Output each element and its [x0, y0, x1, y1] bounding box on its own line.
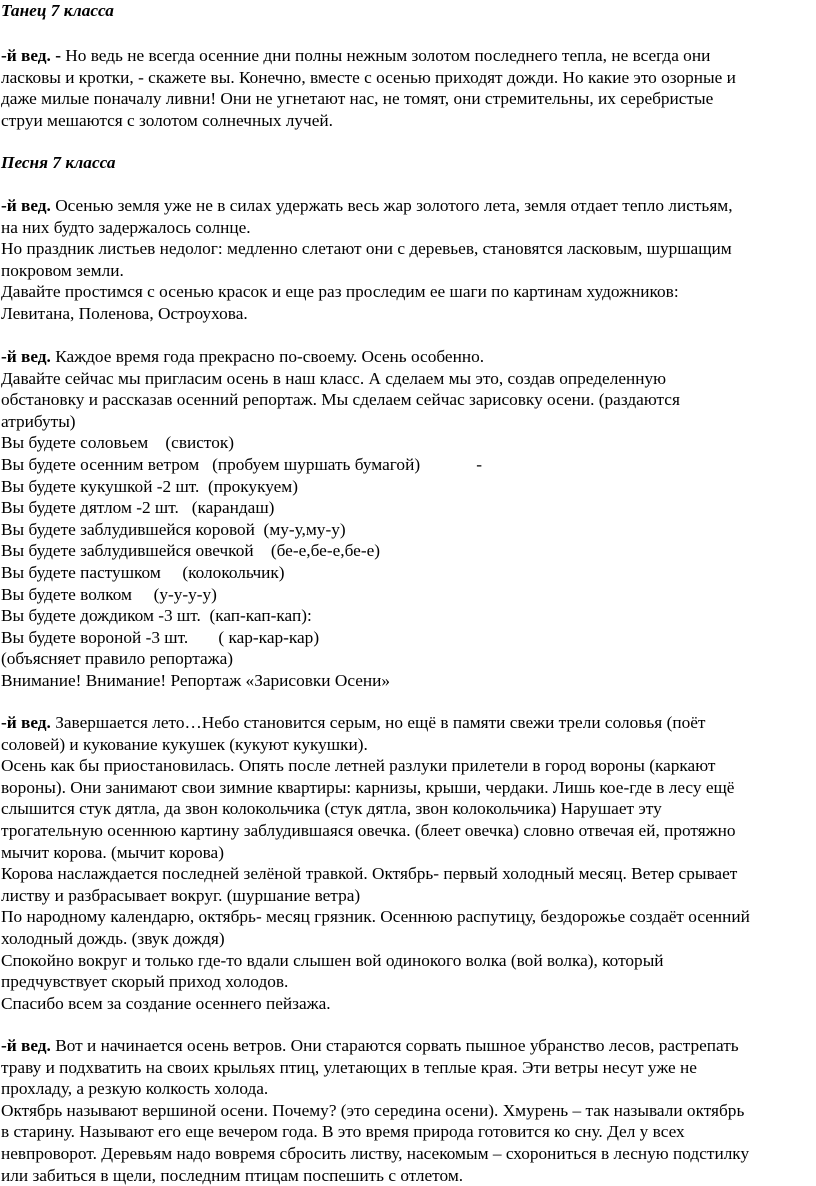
paragraph-line: -й вед. Вот и начинается осень ветров. Они стараются сорвать пышное убранство лесов, растрепать [1, 1036, 739, 1055]
paragraph-line: предчувствует скорый приход холодов. [1, 972, 289, 992]
paragraph-line: обстановку и рассказав осенний репортаж. Мы сделаем сейчас зарисовку осени. (раздаются [1, 390, 680, 410]
paragraph-line: (объясняет правило репортажа) [1, 649, 234, 669]
paragraph-line: Давайте сейчас мы пригласим осень в наш класс. А сделаем мы это, создав определенную [1, 368, 667, 388]
role-line: Вы будете осенним ветром (пробуем шуршать бумагой) - [1, 454, 482, 474]
paragraph-line: на них будто задержалось солнце. [1, 217, 251, 237]
paragraph-line: Но праздник листьев недолог: медленно слетают они с деревьев, становятся ласковым, шуршащим [1, 239, 732, 259]
heading-dance: Танец 7 класса [1, 1, 114, 20]
speaker-label: -й вед. [1, 196, 51, 215]
speaker-label: -й вед. [1, 1036, 51, 1055]
paragraph-line: -й вед. - Но ведь не всегда осенние дни полны нежным золотом последнего тепла, не всегда они [1, 46, 711, 65]
heading-song: Песня 7 класса [1, 153, 116, 172]
role-line: Вы будете кукушкой -2 шт. (прокукуем) [1, 476, 299, 496]
paragraph-line: Октябрь называют вершиной осени. Почему? (это середина осени). Хмурень – так называли октябрь [1, 1100, 745, 1120]
paragraph-4 [1, 712, 750, 1014]
role-line: Вы будете вороной -3 шт. ( кар-кар-кар) [1, 627, 320, 647]
role-line: Вы будете дятлом -2 шт. (карандаш) [1, 498, 275, 518]
paragraph-line: листву и разбрасывает вокруг. (шуршание ветра) [1, 885, 361, 905]
paragraph-line: Левитана, Поленова, Остроухова. [1, 303, 248, 323]
role-line: Вы будете пастушком (колокольчик) [1, 562, 285, 582]
paragraph-line: Внимание! Внимание! Репортаж «Зарисовки Осени» [1, 670, 391, 690]
paragraph-line: По народному календарю, октябрь- месяц грязник. Осеннюю распутицу, бездорожье создаёт осенний [1, 907, 750, 927]
paragraph-line: даже милые поначалу ливни! Они не угнетают нас, не томят, они стремительны, их серебристые [1, 89, 714, 109]
role-line: Вы будете соловьем (свисток) [1, 433, 235, 453]
paragraph-line: трогательную осеннюю картину заблудившаяся овечка. (блеет овечка) словно отвечая ей, протяжно [1, 820, 736, 840]
paragraph-line: или забиться в щели, последним птицам поспешить с отлетом. [1, 1165, 464, 1185]
paragraph-line: струи мешаются с золотом солнечных лучей. [1, 110, 333, 130]
paragraph-line: траву и подхватить на своих крыльях птиц, улетающих в теплые края. Эти ветры несут уже не [1, 1057, 697, 1077]
paragraph-3 [1, 346, 680, 692]
speaker-label: -й вед. [1, 347, 51, 366]
paragraph-line: покровом земли. [1, 260, 124, 280]
paragraph-line: в старину. Называют его еще вечером года. В это время природа готовится ко сну. Дел у всех [1, 1122, 685, 1142]
paragraph-line: атрибуты) [1, 411, 76, 431]
speaker-label: -й вед. - [1, 46, 61, 65]
paragraph-line: вороны). Они занимают свои зимние квартиры: карнизы, крыши, чердаки. Лишь кое-где в лесу ещё [1, 777, 735, 797]
paragraph-2 [1, 195, 733, 325]
paragraph-line: холодный дождь. (звук дождя) [1, 928, 225, 948]
paragraph-line: прохладу, а резкую колкость холода. [1, 1079, 269, 1099]
paragraph-line: слышится стук дятла, да звон колокольчика (стук дятла, звон колокольчика) Нарушает эту [1, 799, 662, 819]
paragraph-line: -й вед. Завершается лето…Небо становится серым, но ещё в памяти свежи трели соловья (поёт [1, 713, 706, 732]
paragraph-line: Спокойно вокруг и только где-то вдали слышен вой одинокого волка (вой волка), который [1, 950, 664, 970]
paragraph-line: Корова наслаждается последней зелёной травкой. Октябрь- первый холодный месяц. Ветер срывает [1, 864, 738, 884]
paragraph-line: невпроворот. Деревьям надо вовремя сбросить листву, насекомым – схорониться в лесную подстилку [1, 1143, 750, 1163]
paragraph-line: -й вед. Осенью земля уже не в силах удержать весь жар золотого лета, земля отдает тепло листьям, [1, 196, 733, 215]
paragraph-line: Спасибо всем за создание осеннего пейзажа. [1, 993, 331, 1013]
role-line: Вы будете дождиком -3 шт. (кап-кап-кап): [1, 606, 312, 626]
paragraph-1 [1, 45, 736, 131]
role-line: Вы будете заблудившейся коровой (му-у,му-у) [1, 519, 346, 539]
paragraph-line: Давайте простимся с осенью красок и еще раз проследим ее шаги по картинам художников: [1, 282, 679, 302]
speaker-label: -й вед. [1, 713, 51, 732]
role-line: Вы будете заблудившейся овечкой (бе-е,бе-е,бе-е) [1, 541, 380, 561]
paragraph-5 [1, 1035, 749, 1186]
paragraph-line: -й вед. Каждое время года прекрасно по-своему. Осень особенно. [1, 347, 485, 366]
paragraph-line: Осень как бы приостановилась. Опять после летней разлуки прилетели в город вороны (каркают [1, 756, 716, 776]
paragraph-line: мычит корова. (мычит корова) [1, 842, 224, 862]
paragraph-line: ласковы и кротки, - скажете вы. Конечно, вместе с осенью приходят дожди. Но какие это озорные и [1, 67, 736, 87]
role-line: Вы будете волком (у-у-у-у) [1, 584, 217, 604]
paragraph-line: соловей) и кукование кукушек (кукуют кукушки). [1, 734, 368, 754]
